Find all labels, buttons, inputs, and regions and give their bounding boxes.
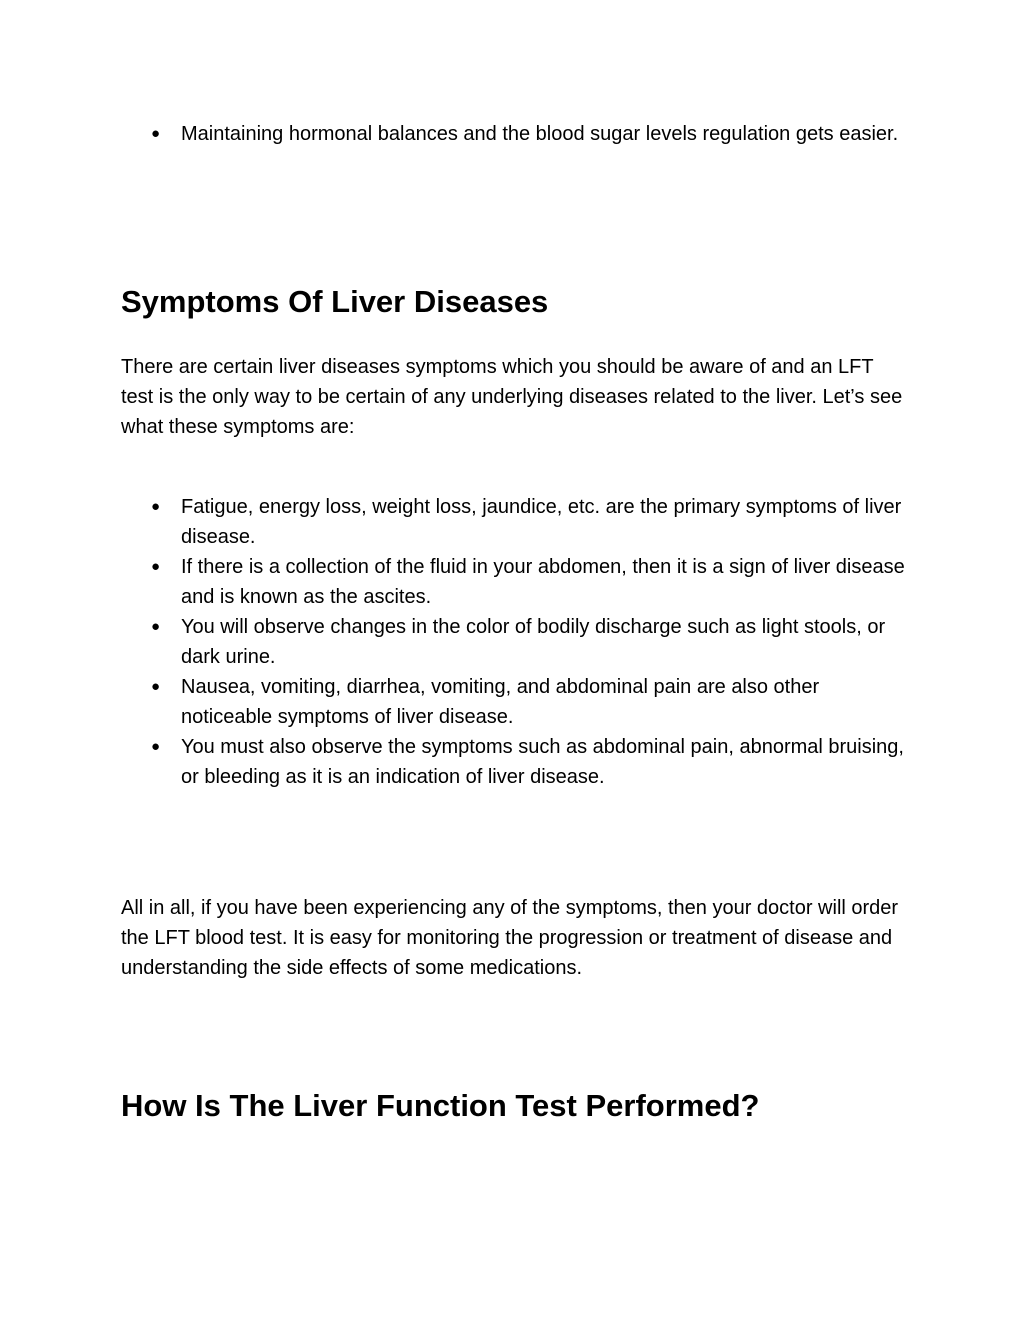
list-item-text: Fatigue, energy loss, weight loss, jaundice, etc. are the primary symptoms of liver disease. (181, 496, 902, 548)
list-item (121, 732, 911, 792)
list-item-text: If there is a collection of the fluid in your abdomen, then it is a sign of liver disease and is known as the ascites. (181, 556, 905, 608)
list-item-text: Nausea, vomiting, diarrhea, vomiting, and abdominal pain are also other noticeable symptoms of liver disease. (181, 676, 820, 728)
bullet-icon: ● (151, 678, 161, 695)
bullet-icon: ● (151, 498, 161, 515)
bullet-icon: ● (151, 125, 161, 142)
conclusion-paragraph: All in all, if you have been experiencing any of the symptoms, then your doctor will order the LFT blood test. It is easy for monitoring the progression or treatment of disease and understanding the side effects of some medications. (121, 897, 899, 979)
list-item (121, 672, 911, 732)
list-item (121, 552, 911, 612)
bullet-icon: ● (151, 738, 161, 755)
list-item (121, 492, 911, 552)
symptoms-list (121, 492, 911, 792)
symptoms-intro-paragraph: There are certain liver diseases symptoms which you should be aware of and an LFT test is the only way to be certain of any underlying diseases related to the liver. Let’s see what these symptoms are: (121, 356, 903, 438)
bullet-icon: ● (151, 558, 161, 575)
symptoms-heading: Symptoms Of Liver Diseases (121, 284, 549, 319)
benefits-list (121, 119, 911, 149)
list-item (121, 119, 911, 149)
list-item (121, 612, 911, 672)
list-item-text: You must also observe the symptoms such as abdominal pain, abnormal bruising, or bleeding as it is an indication of liver disease. (181, 736, 904, 788)
list-item-text: Maintaining hormonal balances and the blood sugar levels regulation gets easier. (181, 123, 899, 145)
list-item-text: You will observe changes in the color of bodily discharge such as light stools, or dark urine. (181, 616, 886, 668)
how-performed-heading: How Is The Liver Function Test Performed? (121, 1088, 760, 1123)
bullet-icon: ● (151, 618, 161, 635)
